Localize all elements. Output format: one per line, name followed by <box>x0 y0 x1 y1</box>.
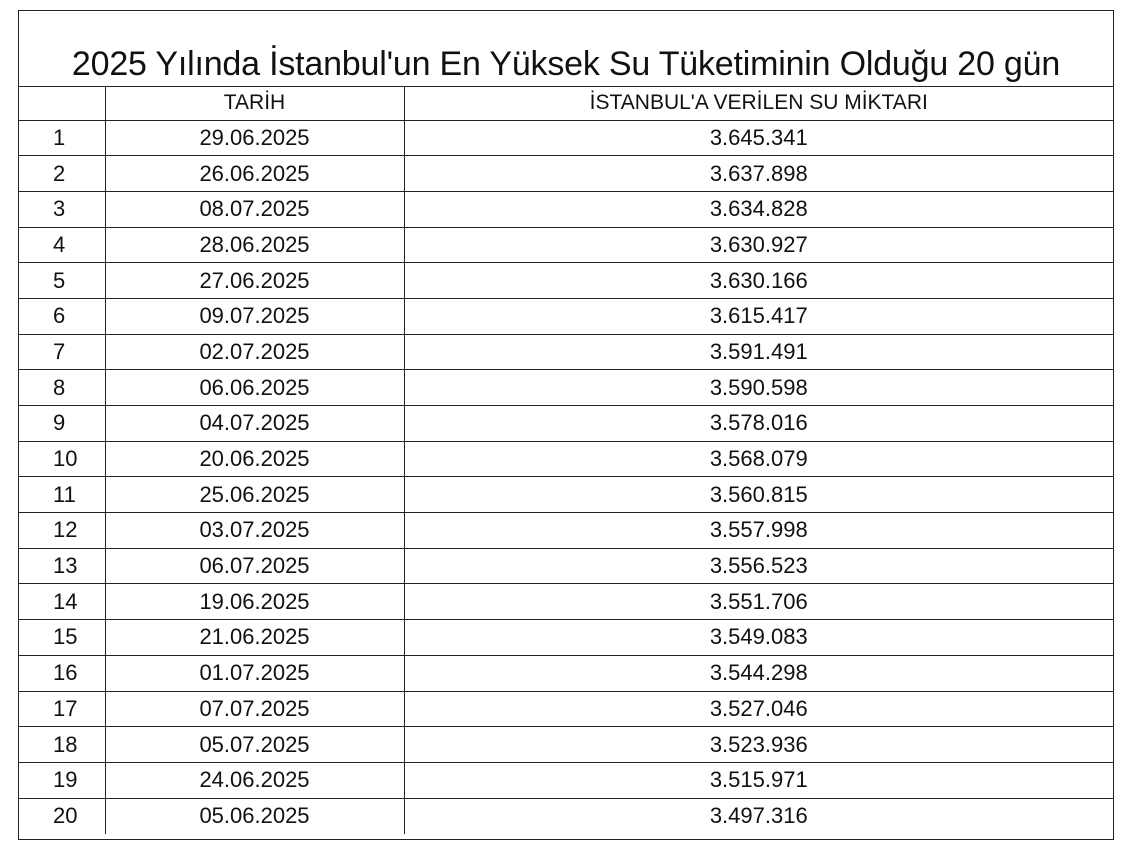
rank-cell: 13 <box>19 548 105 584</box>
date-cell: 27.06.2025 <box>105 263 404 299</box>
table-row <box>19 191 1113 227</box>
date-cell: 19.06.2025 <box>105 584 404 620</box>
date-cell: 08.07.2025 <box>105 191 404 227</box>
date-cell: 29.06.2025 <box>105 120 404 156</box>
table-row <box>19 584 1113 620</box>
table-row <box>19 227 1113 263</box>
amount-cell: 3.630.166 <box>404 263 1113 299</box>
table-row <box>19 298 1113 334</box>
table-row <box>19 120 1113 156</box>
amount-cell: 3.551.706 <box>404 584 1113 620</box>
amount-cell: 3.497.316 <box>404 798 1113 834</box>
table-row <box>19 334 1113 370</box>
rank-cell: 9 <box>19 406 105 442</box>
date-cell: 24.06.2025 <box>105 762 404 798</box>
date-cell: 09.07.2025 <box>105 298 404 334</box>
rank-cell: 12 <box>19 513 105 549</box>
date-cell: 20.06.2025 <box>105 441 404 477</box>
table-row <box>19 477 1113 513</box>
header-row <box>19 87 1113 120</box>
amount-cell: 3.645.341 <box>404 120 1113 156</box>
date-cell: 28.06.2025 <box>105 227 404 263</box>
amount-cell: 3.557.998 <box>404 513 1113 549</box>
rank-cell: 7 <box>19 334 105 370</box>
rank-cell: 2 <box>19 156 105 192</box>
spreadsheet-table <box>18 10 1114 840</box>
table-row <box>19 620 1113 656</box>
amount-cell: 3.637.898 <box>404 156 1113 192</box>
date-cell: 06.07.2025 <box>105 548 404 584</box>
table-row <box>19 406 1113 442</box>
rank-cell: 3 <box>19 191 105 227</box>
date-cell: 21.06.2025 <box>105 620 404 656</box>
date-cell: 25.06.2025 <box>105 477 404 513</box>
table-body <box>19 120 1113 834</box>
rank-cell: 1 <box>19 120 105 156</box>
table-title: 2025 Yılında İstanbul'un En Yüksek Su Tüketiminin Olduğu 20 gün <box>71 45 1061 83</box>
amount-cell: 3.515.971 <box>404 762 1113 798</box>
rank-cell: 19 <box>19 762 105 798</box>
date-cell: 07.07.2025 <box>105 691 404 727</box>
date-cell: 05.07.2025 <box>105 727 404 763</box>
table-row <box>19 762 1113 798</box>
date-cell: 06.06.2025 <box>105 370 404 406</box>
table-row <box>19 513 1113 549</box>
rank-cell: 11 <box>19 477 105 513</box>
rank-cell: 14 <box>19 584 105 620</box>
amount-cell: 3.578.016 <box>404 406 1113 442</box>
table-row <box>19 441 1113 477</box>
rank-cell: 17 <box>19 691 105 727</box>
title-row <box>19 11 1113 87</box>
rank-cell: 18 <box>19 727 105 763</box>
rank-cell: 20 <box>53 803 78 829</box>
amount-cell: 3.527.046 <box>404 691 1113 727</box>
amount-cell: 3.556.523 <box>404 548 1113 584</box>
date-cell: 01.07.2025 <box>105 655 404 691</box>
date-cell: 03.07.2025 <box>105 513 404 549</box>
rank-cell: 15 <box>19 620 105 656</box>
amount-cell: 3.591.491 <box>404 334 1113 370</box>
rank-cell: 6 <box>19 298 105 334</box>
amount-cell: 3.568.079 <box>404 441 1113 477</box>
table-row <box>19 691 1113 727</box>
rank-cell: 10 <box>19 441 105 477</box>
date-cell: 05.06.2025 <box>105 798 404 834</box>
header-date: TARİH <box>105 87 404 120</box>
amount-cell: 3.634.828 <box>404 191 1113 227</box>
header-amount: İSTANBUL'A VERİLEN SU MİKTARI <box>404 87 1113 120</box>
amount-cell: 3.615.417 <box>404 298 1113 334</box>
header-rank <box>19 87 105 120</box>
amount-cell: 3.523.936 <box>404 727 1113 763</box>
rank-cell: 4 <box>19 227 105 263</box>
amount-cell: 3.549.083 <box>404 620 1113 656</box>
table-row <box>19 370 1113 406</box>
amount-cell: 3.544.298 <box>404 655 1113 691</box>
table-row <box>19 798 1113 834</box>
date-cell: 26.06.2025 <box>105 156 404 192</box>
water-consumption-table <box>19 87 1113 834</box>
table-row <box>19 655 1113 691</box>
table-row <box>19 156 1113 192</box>
rank-cell: 5 <box>19 263 105 299</box>
date-cell: 04.07.2025 <box>105 406 404 442</box>
table-row <box>19 263 1113 299</box>
amount-cell: 3.590.598 <box>404 370 1113 406</box>
rank-cell: 8 <box>19 370 105 406</box>
amount-cell: 3.630.927 <box>404 227 1113 263</box>
table-row <box>19 727 1113 763</box>
table-row <box>19 548 1113 584</box>
date-cell: 02.07.2025 <box>105 334 404 370</box>
rank-cell: 16 <box>19 655 105 691</box>
amount-cell: 3.560.815 <box>404 477 1113 513</box>
